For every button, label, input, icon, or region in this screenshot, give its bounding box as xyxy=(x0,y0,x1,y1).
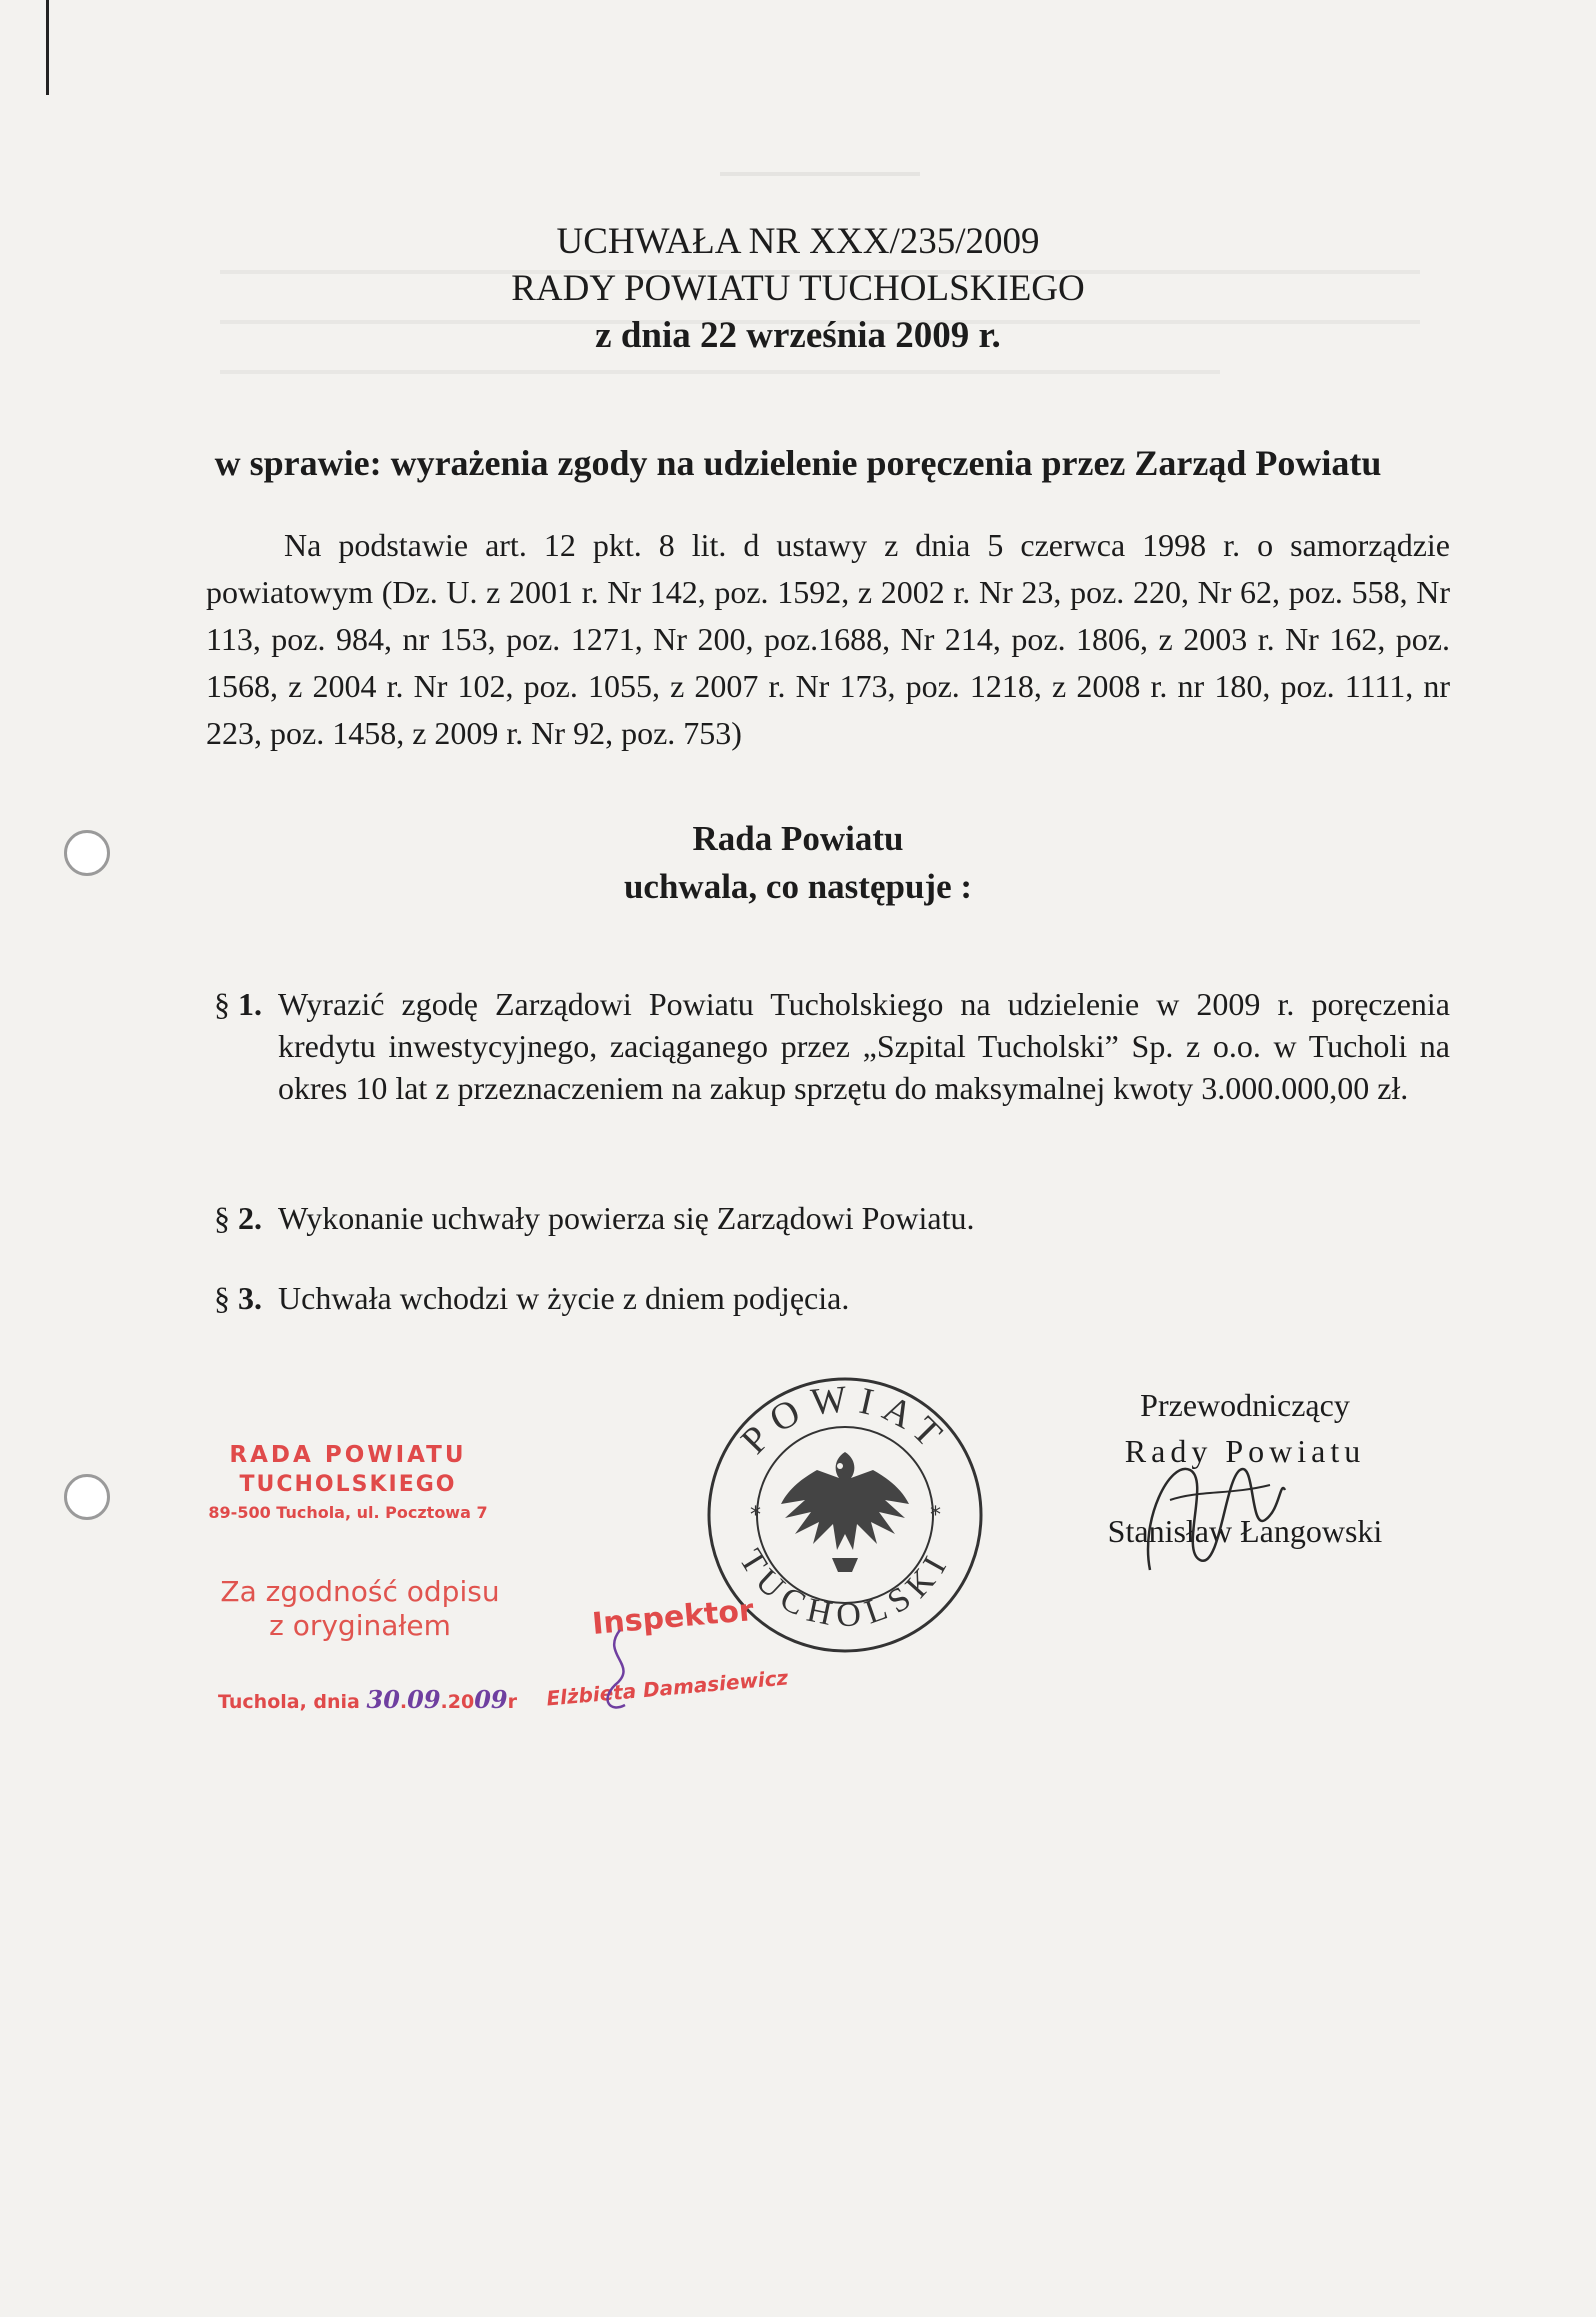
council-name: RADY POWIATU TUCHOLSKIEGO xyxy=(511,268,1085,309)
council-stamp xyxy=(198,1442,498,1522)
certification-date-stamp: Tuchola, dnia 30.09.2009r xyxy=(218,1685,517,1714)
resolution-heading-council: Rada Powiatu xyxy=(692,819,904,858)
inspector-initial-scribble xyxy=(590,1625,650,1715)
signer-role: Przewodniczący xyxy=(1140,1387,1350,1423)
signer-name: Stanisław Łangowski xyxy=(1107,1513,1383,1549)
eagle-emblem-icon xyxy=(781,1452,909,1572)
resolution-heading-decides: uchwala, co następuje : xyxy=(623,867,973,906)
paragraph-number: 1. xyxy=(238,986,262,1022)
bleed-through-mark xyxy=(220,370,1220,374)
seal-star-right: * xyxy=(930,1503,941,1528)
bleed-through-mark xyxy=(720,172,920,176)
document-header xyxy=(0,218,1596,359)
date-day: 30 xyxy=(366,1685,400,1714)
scan-edge-line xyxy=(46,0,49,95)
seal-top-text: POWIAT xyxy=(733,1377,957,1463)
paragraph-text: Uchwała wchodzi w życie z dniem podjęcia. xyxy=(278,1280,850,1316)
resolution-date: z dnia 22 września 2009 r. xyxy=(595,315,1001,356)
paragraph-sign: § xyxy=(214,986,230,1022)
paragraph-number: 3. xyxy=(238,1280,262,1316)
resolution-number: UCHWAŁA NR XXX/235/2009 xyxy=(556,221,1040,262)
resolution-heading xyxy=(0,815,1596,911)
paragraph-2 xyxy=(214,1197,1450,1239)
paragraph-3 xyxy=(214,1277,1450,1319)
resolution-subject: w sprawie: wyrażenia zgody na udzielenie poręczenia przez Zarząd Powiatu xyxy=(214,443,1382,483)
certified-copy-line2: z oryginałem xyxy=(269,1609,451,1642)
punch-hole-bottom xyxy=(64,1474,110,1520)
paragraph-text: Wyrazić zgodę Zarządowi Powiatu Tucholskiego na udzielenie w 2009 r. poręczenia kredytu inwestycyjnego, zaciąganego przez „Szpital Tucholski” Sp. z o.o. w Tucholi na okres 10 lat z przeznaczeniem na zakup sprzętu do maksymalnej kwoty 3.000.000,00 zł. xyxy=(278,986,1450,1106)
date-year-prefix: 20 xyxy=(447,1691,475,1713)
paragraph-number: 2. xyxy=(238,1200,262,1236)
seal-star-left: * xyxy=(750,1503,761,1528)
handwritten-signature xyxy=(1130,1440,1290,1590)
signer-body: Rady Powiatu xyxy=(1124,1433,1366,1469)
date-suffix: r xyxy=(507,1691,517,1713)
legal-basis-preamble: Na podstawie art. 12 pkt. 8 lit. d ustawy z dnia 5 czerwca 1998 r. o samorządzie powiatowym (Dz. U. z 2001 r. Nr 142, poz. 1592, z 2002 r. Nr 23, poz. 220, Nr 62, poz. 558, Nr 113, poz. 984, nr 153, poz. 1271, Nr 200, poz.1688, Nr 214, poz. 1806, z 2003 r. Nr 162, poz. 1568, z 2004 r. Nr 102, poz. 1055, z 2007 r. Nr 173, poz. 1218, z 2008 r. nr 180, poz. 1111, nr 223, poz. 1458, z 2009 r. Nr 92, poz. 753) xyxy=(206,527,1450,751)
paragraph-1 xyxy=(214,983,1450,1109)
inspector-stamp: Inspektor xyxy=(590,1593,756,1642)
council-stamp-line1: RADA POWIATU xyxy=(229,1442,467,1468)
inspector-name-stamp: Elżbieta Damasiewicz xyxy=(545,1665,790,1711)
paragraph-sign: § xyxy=(214,1280,230,1316)
council-stamp-line2: TUCHOLSKIEGO xyxy=(239,1472,457,1497)
certified-copy-line1: Za zgodność odpisu xyxy=(220,1575,500,1608)
date-month: 09 xyxy=(407,1685,441,1714)
paragraph-sign: § xyxy=(214,1200,230,1236)
date-year: 09 xyxy=(474,1685,508,1714)
paragraph-text: Wykonanie uchwały powierza się Zarządowi Powiatu. xyxy=(278,1200,975,1236)
council-stamp-address: 89-500 Tuchola, ul. Pocztowa 7 xyxy=(208,1503,488,1522)
seal-bottom-text: TUCHOLSKI xyxy=(731,1543,958,1635)
date-prefix: Tuchola, dnia xyxy=(218,1691,360,1713)
certified-copy-stamp xyxy=(210,1575,510,1643)
